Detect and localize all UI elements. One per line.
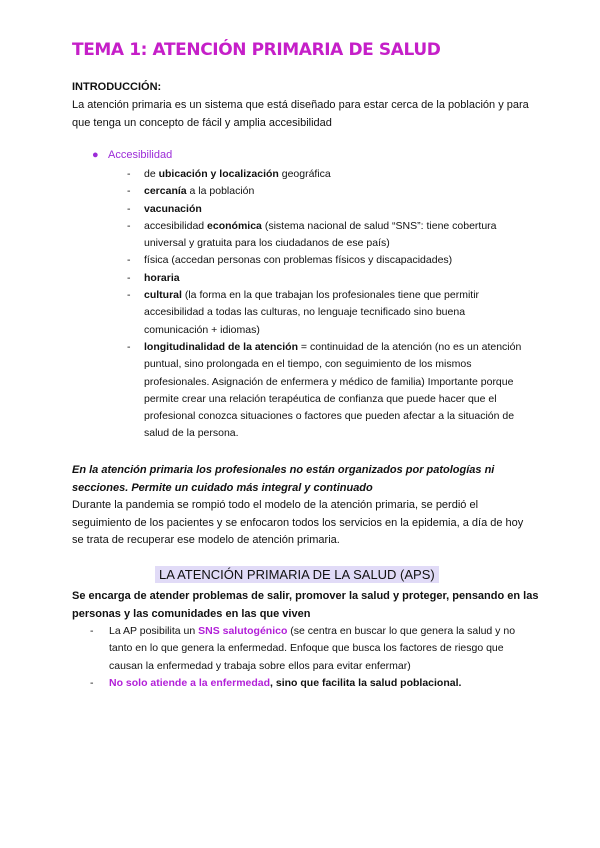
dash-icon: - — [90, 625, 94, 637]
dash-icon: - — [90, 676, 94, 689]
list-item — [127, 166, 522, 183]
list-item — [127, 270, 522, 287]
pandemic-text: Durante la pandemia se rompió todo el modelo de la atención primaria, se perdió el seguimiento de los pacientes y se enfocaron todos los servicios en la epidemia, a día de hoy se trata de recuperar ese modelo de atención primaria. — [72, 499, 524, 546]
page-title: TEMA 1: ATENCIÓN PRIMARIA DE SALUD — [72, 40, 441, 60]
highlight-text: SNS salutogénico — [198, 625, 288, 637]
organization-block — [72, 462, 532, 550]
list-item — [127, 252, 522, 269]
dash-icon: - — [127, 168, 131, 180]
item-text-post: , sino que facilita la salud poblacional. — [270, 676, 462, 689]
item-text-post: geográfica — [278, 168, 331, 180]
item-text-bold: horaria — [144, 271, 180, 284]
item-text-bold: cultural — [144, 289, 182, 302]
item-text-pre: de — [144, 168, 159, 180]
list-item — [127, 201, 522, 218]
item-text-pre: La AP posibilita un — [109, 625, 199, 637]
item-text-post: (se centra en buscar lo que genera la salud y no tanto en lo que genera la enfermedad. Enfoque que busca los factores de riesgo que causan la enfermedad y trabaja sobre ellos para evitar enfermar) — [109, 625, 516, 672]
accesibilidad-bullet — [92, 149, 172, 161]
item-text-bold: longitudinalidad de la atención — [144, 340, 299, 353]
list-item — [127, 339, 522, 443]
dash-icon: - — [127, 254, 131, 267]
list-item — [90, 623, 530, 675]
item-text-bold: ubicación y localización — [158, 168, 279, 180]
list-item — [127, 287, 522, 339]
item-text-post: (la forma en la que trabajan los profesionales tiene que permitir accesibilidad a todas las culturas, no lenguaje tecnificado sino buena comunicación + idiomas) — [144, 289, 480, 336]
item-text-bold: económica — [207, 219, 262, 232]
item-text-bold: cercanía — [144, 185, 187, 198]
highlight-text: No solo atiende a la enfermedad — [109, 676, 271, 689]
aps-intro: Se encarga de atender problemas de salir, promover la salud y proteger, pensando en las personas y las comunidades en las que viven — [72, 590, 539, 620]
list-item — [90, 675, 530, 692]
item-text-pre: accesibilidad — [144, 219, 208, 232]
item-text-post: (sistema nacional de salud “SNS”: tiene cobertura universal y gratuita para los ciudadanos de ese país) — [144, 219, 497, 250]
dash-icon: - — [127, 219, 131, 232]
intro-text: La atención primaria es un sistema que está diseñado para estar cerca de la población y para que tenga un concepto de fácil y amplia accesibilidad — [72, 99, 529, 129]
list-item — [127, 183, 522, 200]
dash-icon: - — [127, 185, 131, 198]
item-text-post: = continuidad de la atención (no es un atención puntual, sino prolongada en el tiempo, con seguimiento de los mismos profesionales. Asignación de enfermera y médico de familia) Importante porque permite crear una relación terapéutica de confianza que puede hacer que el profesional conozca situaciones o factores que pueden afectar a la situación de salud de la persona. — [144, 340, 522, 440]
dash-icon: - — [127, 289, 131, 302]
item-text-pre: física (accedan personas con problemas físicos y discapacidades) — [144, 254, 453, 267]
item-text-post: a la población — [186, 185, 255, 198]
aps-heading: LA ATENCIÓN PRIMARIA DE LA SALUD (APS) — [155, 566, 439, 583]
dash-icon: - — [127, 340, 131, 353]
emphasis-text: En la atención primaria los profesionales no están organizados por patologías ni secciones. Permite un cuidado más integral y continuado — [72, 464, 495, 494]
list-item — [127, 218, 522, 253]
dash-icon: - — [127, 271, 131, 284]
item-text-bold: vacunación — [144, 202, 202, 215]
accesibilidad-list — [127, 166, 522, 443]
accesibilidad-label: Accesibilidad — [108, 149, 173, 161]
bullet-icon: ● — [92, 149, 99, 161]
dash-icon: - — [127, 202, 131, 215]
intro-heading: INTRODUCCIÓN: — [72, 81, 162, 93]
aps-list — [90, 623, 530, 692]
